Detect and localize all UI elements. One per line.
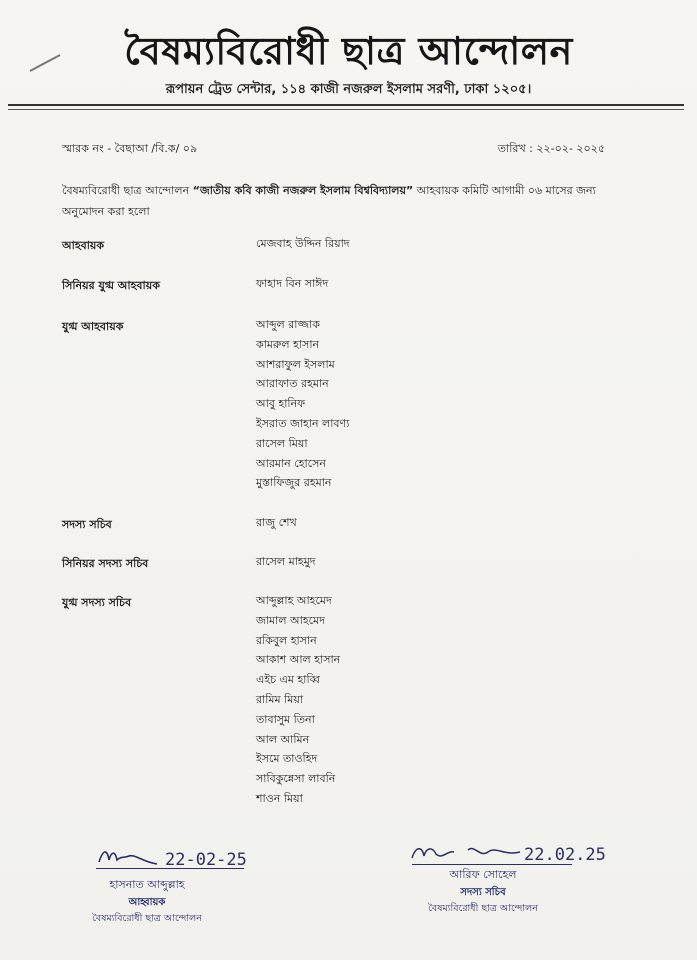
names-senior-member-secretary	[256, 552, 316, 572]
header-rule	[8, 104, 684, 106]
member-name: আব্দুল রাজ্জাক	[256, 318, 320, 331]
member-name: মেজবাহ উদ্দিন রিয়াদ	[256, 237, 350, 250]
names-convener	[256, 234, 350, 254]
member-name: ইসমে তাওহিদ	[256, 752, 318, 766]
memo-date: তারিখ : ২২-০২- ২০২৫	[497, 142, 605, 155]
signature-left-role: আহ্বায়ক	[128, 897, 166, 908]
member-name: মুস্তাফিজুর রহমান	[256, 476, 332, 490]
header-rule-thin	[8, 109, 684, 110]
member-name: রাজু শেখ	[256, 516, 297, 529]
member-name: আকাশ আল হাসান	[256, 653, 341, 667]
signature-left-block	[62, 876, 232, 927]
signature-left-date: 22-02-25	[165, 850, 247, 870]
member-name: আবু হানিফ	[256, 397, 306, 411]
intro-text-start: বৈষম্যবিরোধী ছাত্র আন্দোলন	[62, 184, 193, 197]
role-joint-convener: যুগ্ম আহবায়ক	[62, 320, 124, 333]
signature-right-org: বৈষম্যবিরোধী ছাত্র আন্দোলন	[428, 903, 538, 914]
role-senior-member-secretary: সিনিয়র সদস্য সচিব	[62, 557, 149, 570]
member-name: জামাল আহমেদ	[256, 613, 325, 627]
signature-right-date: 22.02.25	[524, 845, 606, 865]
role-joint-member-secretary: যুগ্ম সদস্য সচিব	[62, 596, 132, 609]
member-name: রাসেল মিয়া	[256, 436, 308, 450]
university-name: “জাতীয় কবি কাজী নজরুল ইসলাম বিশ্ববিদ্যালয়”	[192, 184, 414, 197]
names-joint-member-secretary	[256, 591, 340, 809]
member-name: আরমান হোসেন	[256, 456, 326, 470]
signature-right-role: সদস্য সচিব	[460, 887, 506, 898]
signature-right-name: আরিফ সোহেল	[449, 868, 517, 881]
signature-right-scribble	[408, 840, 528, 866]
member-name: আশরাফুল ইসলাম	[256, 357, 335, 371]
names-joint-convener	[256, 315, 349, 493]
member-name: সাবিকুন্নেসা লাবনি	[256, 772, 336, 786]
names-member-secretary	[256, 513, 297, 533]
role-convener: আহবায়ক	[62, 239, 105, 252]
member-name: রামিম মিয়া	[256, 692, 304, 706]
member-name: রাসেল মাহমুদ	[256, 555, 316, 568]
member-name: আব্দুল্লাহ আহমেদ	[256, 594, 332, 607]
org-title: বৈষম্যবিরোধী ছাত্র আন্দোলন	[124, 28, 573, 73]
names-senior-joint-convener	[256, 274, 328, 294]
member-name: শাওন মিয়া	[256, 791, 303, 805]
role-member-secretary: সদস্য সচিব	[62, 518, 112, 531]
signature-right-block	[398, 866, 568, 917]
reference-number: স্মারক নং - বৈছাআ /বি.ক/ ০৯	[62, 142, 198, 155]
member-name: এইচ এম হাব্বি	[256, 673, 320, 687]
member-name: তাবাসুম তিনা	[256, 712, 315, 726]
intro-text-end: আহবায়ক কমিটি আগামী ০৬ মাসের জন্য অনুমোদন করা হলো	[62, 184, 596, 218]
signature-left-scribble	[95, 842, 165, 870]
signature-left-name: হাসনাত আব্দুল্লাহ	[109, 878, 185, 891]
member-name: রকিবুল হাসান	[256, 633, 317, 647]
org-address: রূপায়ন ট্রেড সেন্টার, ১১৪ কাজী নজরুল ইসলাম সরণী, ঢাকা ১২০৫।	[165, 82, 532, 97]
member-name: ইসরাত জাহান লাবণ্য	[256, 416, 350, 430]
member-name: কামরুল হাসান	[256, 337, 320, 351]
signature-left-org: বৈষম্যবিরোধী ছাত্র আন্দোলন	[92, 913, 202, 924]
intro-paragraph	[62, 180, 622, 222]
member-name: ফাহাদ বিন সাঈদ	[256, 277, 329, 290]
role-senior-joint-convener: সিনিয়র যুগ্ম আহবায়ক	[62, 279, 160, 292]
member-name: আরাফাত রহমান	[256, 377, 329, 391]
member-name: আল আমিন	[256, 732, 310, 746]
